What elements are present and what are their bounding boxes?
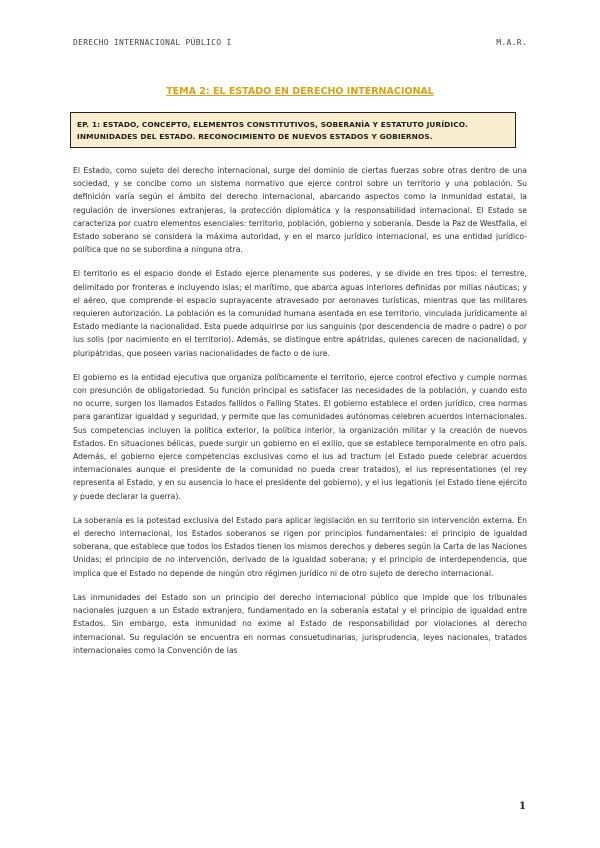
paragraph-inmunidades: Las inmunidades del Estado son un principio del derecho internacional público que impide que los tribunales nacionales juzguen a un Estado extranjero, fundamentado en la soberanía estatal y el principio de igualdad entre Estados. Sin embargo, esta inmunidad no exime al Estado de responsabilidad por violaciones al derecho internacional. Su regulación se encuentra en normas consuetudinarias, jurisprudencia, leyes nacionales, tratados internacionales como la Convención de las	[73, 592, 527, 655]
paragraph-gobierno: El gobierno es la entidad ejecutiva que organiza políticamente el territorio, ejerce control efectivo y cumple normas con presunción de obligatoriedad. Su función principal es satisfacer las necesidades de la población, y cuando esto no ocurre, surgen los llamados Estados fallidos o Falling States. El gobierno establece el orden jurídico, crea normas para garantizar igualdad y seguridad, y permite que las comunidades autónomas celebren acuerdos internacionales. Sus competencias incluyen la política exterior, la política interior, la organización militar y la creación de nuevos Estados. En situaciones bélicas, puede surgir un gobierno en el exilio, que se establece temporalmente en otro país. Además, el gobierno ejerce competencias exclusivas como el ius ad tractum (el Estado puede celebrar acuerdos internacionales aunque el presidente de la comunidad no pueda crear tratados), el ius representationes (el rey representa al Estado, y en su ausencia lo hace el presidente del gobierno), y el ius legationis (el Estado tiene ejército y puede declarar la guerra).	[73, 372, 527, 501]
running-header-author: M.A.R.	[496, 38, 527, 47]
running-header-course: DERECHO INTERNACIONAL PÚBLICO I	[73, 38, 232, 47]
page-number: 1	[519, 801, 526, 812]
page-title: TEMA 2: EL ESTADO EN DERECHO INTERNACIONAL	[166, 86, 434, 97]
paragraph-territorio: El territorio es el espacio donde el Estado ejerce plenamente sus poderes, y se divide en tres tipos: el terrestre, delimitado por fronteras e incluyendo islas; el marítimo, que abarca aguas interiores definidas por millas náuticas; y el aéreo, que comprende el espacio suprayacente atravesado por aeronaves turísticas, mientras que las militares requieren autorización. La población es la comunidad humana asentada en ese territorio, vinculada jurídicamente al Estado mediante la nacionalidad. Esta puede adquirirse por ius sanguinis (por descendencia de madre o padre) o por ius solis (por nacimiento en el territorio). Además, se distingue entre apátridas, quienes carecen de nacionalidad, y pluripátridas, que poseen varias nacionalidades de facto o de iure.	[73, 269, 527, 358]
epigraph-box: EP. 1: ESTADO, CONCEPTO, ELEMENTOS CONSTITUTIVOS, SOBERANÍA Y ESTATUTO JURÍDICO. INMUNIDADES DEL ESTADO. RECONOCIMIENTO DE NUEVOS ESTADOS Y GOBIERNOS.	[70, 112, 516, 148]
document-body	[73, 164, 527, 668]
paragraph-estado: El Estado, como sujeto del derecho internacional, surge del dominio de ciertas fuerzas sobre otras dentro de una sociedad, y se concibe como un sistema normativo que ejerce control sobre un territorio y una población. Su definición varía según el ámbito del derecho internacional, abarcando aspectos como la inmunidad estatal, la regulación de inversiones extranjeras, la protección diplomática y la responsabilidad internacional. El Estado se caracteriza por cuatro elementos esenciales: territorio, población, gobierno y soberanía. Desde la Paz de Westfalia, el Estado soberano se considera la máxima autoridad, y en el marco jurídico internacional, es una entidad jurídico-política que no se subordina a ninguna otra.	[73, 166, 527, 255]
paragraph-soberania: La soberanía es la potestad exclusiva del Estado para aplicar legislación en su territorio sin intervención externa. En el derecho internacional, los Estados soberanos se rigen por principios fundamentales: el principio de igualdad soberana, que establece que todos los Estados tienen los mismos derechos y deberes según la Carta de las Naciones Unidas; el principio de no intervención, derivado de la igualdad soberana; y el principio de interdependencia, que implica que el Estado no depende de ningún otro régimen jurídico ni de otro sujeto de derecho internacional.	[73, 515, 527, 578]
